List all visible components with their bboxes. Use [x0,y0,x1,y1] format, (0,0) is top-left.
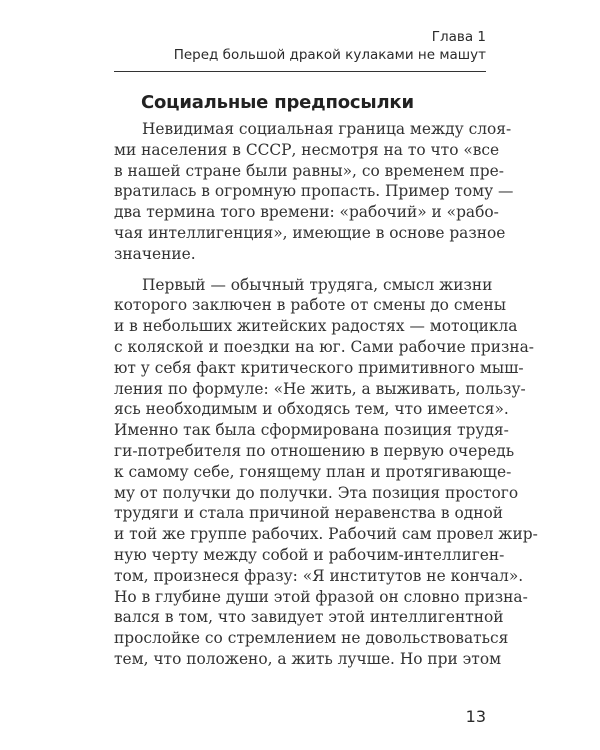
text-line: и в небольших житейских радостях — мотоцикла [114,317,518,336]
paragraph [114,119,514,265]
text-line: в нашей стране были равны», со временем пре- [114,161,504,180]
text-line: Первый — обычный трудяга, смысл жизни [142,275,493,294]
text-line: том, произнеся фразу: «Я институтов не кончал». [114,566,524,585]
body-text [114,119,538,680]
text-line: тем, что положено, а жить лучше. Но при этом [114,649,502,668]
text-line: трудяги и стала причиной неравенства в одной [114,504,503,523]
text-line: вратилась в огромную пропасть. Пример тому — [114,182,514,201]
text-line: ления по формуле: «Не жить, а выживать, пользу- [114,379,526,398]
text-line: два термина того времени: «рабочий» и «рабо- [114,203,499,222]
header-rule [114,71,486,72]
text-line: прослойке со стремлением не довольствоваться [114,629,509,648]
text-line: которого заключен в работе от смены до смены [114,296,507,315]
text-line: и той же группе рабочих. Рабочий сам провел жир- [114,525,538,544]
text-line: Невидимая социальная граница между слоя- [142,120,512,138]
text-line: чая интеллигенция», имеющие в основе разное [114,223,506,242]
text-line: Но в глубине души этой фразой он словно призна- [114,587,528,606]
text-line: вался в том, что завидует этой интеллигентной [114,608,504,627]
text-line: му от получки до получки. Эта позиция простого [114,483,519,502]
page-number: 13 [465,707,486,726]
text-line: Именно так была сформирована позиция трудя- [114,421,509,440]
running-header-title: Перед большой дракой кулаками не машут [173,47,486,63]
text-line: ми населения в СССР, несмотря на то что «все [114,140,500,159]
text-line: ги-потребителя по отношению в первую очередь [114,441,515,460]
paragraph [114,275,538,670]
text-line: к самому себе, гонящему план и протягивающе- [114,462,512,481]
text-line: ясь необходимым и обходясь тем, что имеется». [114,400,509,419]
running-header-chapter: Глава 1 [431,29,486,45]
text-line: ную черту между собой и рабочим-интеллиген- [114,545,505,564]
text-line: ют у себя факт критического примитивного мыш- [114,358,524,377]
text-line: с коляской и поездки на юг. Сами рабочие призна- [114,337,534,356]
text-line: значение. [114,244,196,263]
section-heading: Социальные предпосылки [141,92,414,113]
